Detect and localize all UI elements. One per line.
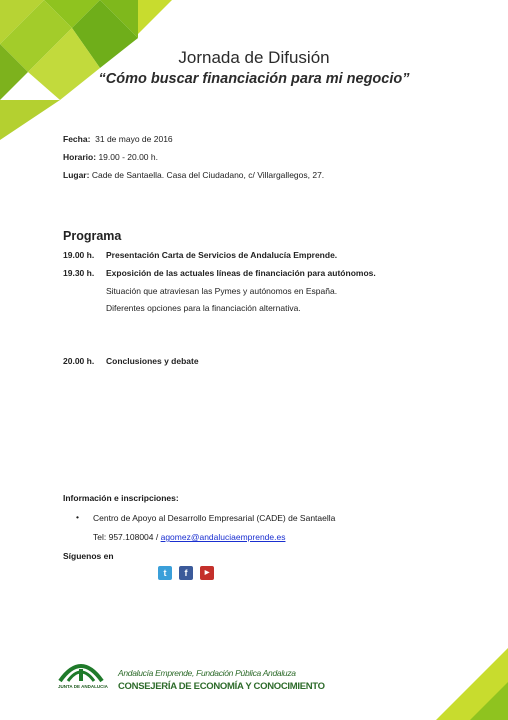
twitter-icon[interactable]: t [158,566,172,580]
program-item-time: 19.00 h. [63,250,95,260]
follow-heading: Síguenos en [63,551,114,561]
place-value: Cade de Santaella. Casa del Ciudadano, c/ Villargallegos, 27. [91,170,325,180]
program-item-time: 19.30 h. [63,268,95,278]
date-row [63,134,173,144]
program-item-text: Exposición de las actuales líneas de financiación para autónomos. [106,268,376,278]
facebook-icon[interactable]: f [179,566,193,580]
footer-ministry: CONSEJERÍA DE ECONOMÍA Y CONOCIMIENTO [118,681,325,692]
program-heading: Programa [63,229,122,243]
program-item-time: 20.00 h. [63,356,95,366]
program-item-text: Conclusiones y debate [106,356,199,366]
youtube-icon[interactable]: ▶ [200,566,214,580]
place-row [63,170,324,180]
program-item [63,356,199,366]
date-value: 31 de mayo de 2016 [95,134,173,144]
contact-heading: Información e inscripciones: [63,493,179,503]
junta-emblem-icon [56,655,106,685]
footer-foundation: Andalucía Emprende, Fundación Pública Andaluza [118,668,296,678]
program-item [63,268,376,278]
program-sub-item: Diferentes opciones para la financiación alternativa. [106,303,301,313]
email-link[interactable]: agomez@andaluciaemprende.es [160,532,286,542]
time-value: 19.00 - 20.00 h. [98,152,158,162]
program-item-text: Presentación Carta de Servicios de Andalucía Emprende. [106,250,338,260]
page-title: Jornada de Difusión [178,48,330,67]
time-row [63,152,158,162]
place-label: Lugar: [63,170,90,180]
contact-phone-row [93,532,285,542]
contact-center [77,513,335,523]
program-sub-item: Situación que atraviesan las Pymes y autónomos en España. [106,286,338,296]
emblem-caption: JUNTA DE ANDALUCIA [58,684,108,689]
contact-center-text: Centro de Apoyo al Desarrollo Empresarial (CADE) de Santaella [93,513,336,523]
phone-text: Tel: 957.108004 / [93,532,161,542]
program-item [63,250,337,260]
time-label: Horario: [63,152,97,162]
date-label: Fecha: [63,134,91,144]
page-subtitle: “Cómo buscar financiación para mi negocio” [98,71,410,87]
